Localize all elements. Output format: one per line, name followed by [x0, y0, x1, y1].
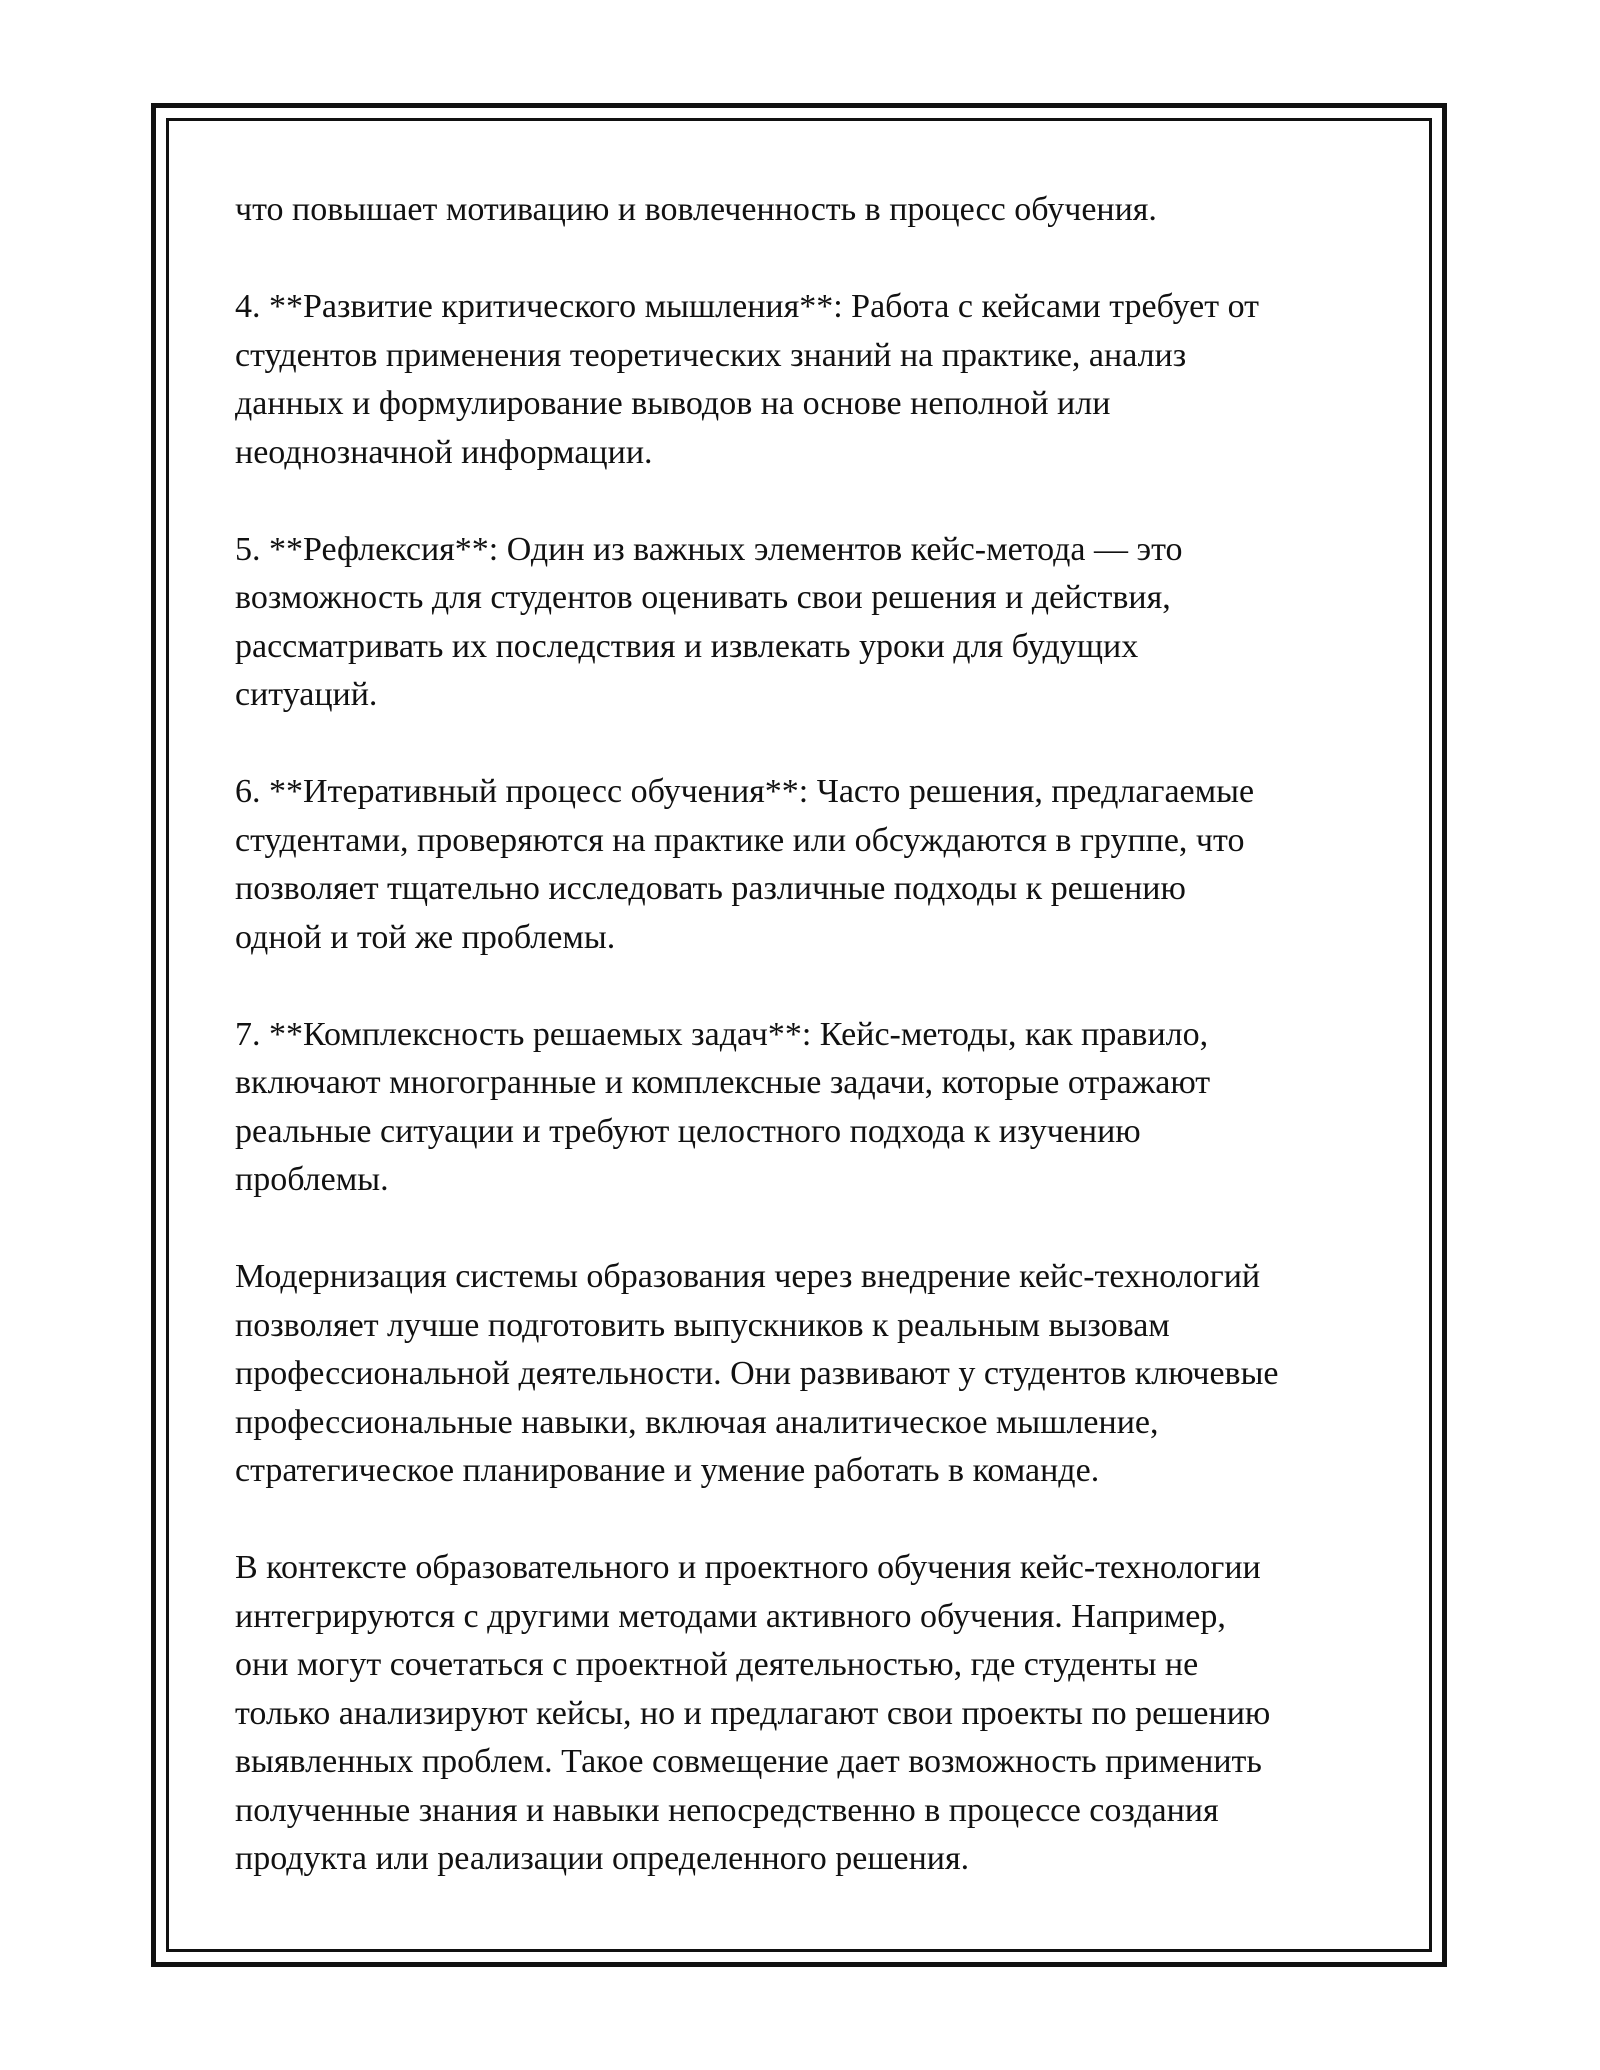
text-line: интегрируются с другими методами активного обучения. Например,	[235, 1597, 1226, 1635]
text-line: данных и формулирование выводов на основе неполной или	[235, 385, 1111, 422]
text-line: студентами, проверяются на практике или обсуждаются в группе, что	[235, 821, 1245, 859]
paragraph-reflection	[235, 526, 1380, 720]
paragraph-complexity	[235, 1011, 1380, 1205]
text-line: только анализируют кейсы, но и предлагают свои проекты по решению	[235, 1694, 1271, 1732]
text-line: они могут сочетаться с проектной деятельностью, где студенты не	[235, 1646, 1199, 1683]
text-line: продукта или реализации определенного решения.	[235, 1840, 970, 1877]
text-line: позволяет лучше подготовить выпускников к реальным вызовам	[235, 1306, 1170, 1344]
text-line: Модернизация системы образования через внедрение кейс-технологий	[235, 1258, 1261, 1295]
text-line: выявленных проблем. Такое совмещение дает возможность применить	[235, 1743, 1262, 1780]
text-line: 6. **Итеративный процесс обучения**: Часто решения, предлагаемые	[235, 773, 1255, 810]
document-body	[235, 186, 1380, 1884]
paragraph-integration	[235, 1544, 1380, 1884]
text-line: 5. **Рефлексия**: Один из важных элементов кейс-метода — это	[235, 530, 1183, 568]
text-line: В контексте образовательного и проектного обучения кейс-технологии	[235, 1549, 1261, 1586]
text-line: реальные ситуации и требуют целостного подхода к изучению	[235, 1112, 1141, 1150]
paragraph-critical-thinking	[235, 283, 1380, 477]
text-line: одной и той же проблемы.	[235, 918, 616, 956]
text-line: проблемы.	[235, 1161, 389, 1198]
text-line: рассматривать их последствия и извлекать уроки для будущих	[235, 627, 1139, 665]
text-line: стратегическое планирование и умение работать в команде.	[235, 1452, 1100, 1489]
text-line: полученные знания и навыки непосредственно в процессе создания	[235, 1791, 1219, 1829]
text-line: 4. **Развитие критического мышления**: Работа с кейсами требует от	[235, 288, 1260, 325]
paragraph-modernization	[235, 1253, 1380, 1496]
text-line: позволяет тщательно исследовать различные подходы к решению	[235, 870, 1186, 907]
text-line: профессиональные навыки, включая аналитическое мышление,	[235, 1403, 1159, 1441]
text-line: ситуаций.	[235, 676, 378, 713]
text-line: профессиональной деятельности. Они развивают у студентов ключевые	[235, 1355, 1279, 1392]
paragraph-iterative-process	[235, 768, 1380, 962]
text-line: неоднозначной информации.	[235, 433, 653, 471]
text-line: возможность для студентов оценивать свои решения и действия,	[235, 579, 1171, 616]
text-line: студентов применения теоретических знаний на практике, анализ	[235, 336, 1187, 374]
paragraph-continuation	[235, 186, 1380, 235]
text-line: что повышает мотивацию и вовлеченность в процесс обучения.	[235, 191, 1157, 228]
text-line: включают многогранные и комплексные задачи, которые отражают	[235, 1064, 1211, 1101]
text-line: 7. **Комплексность решаемых задач**: Кейс-методы, как правило,	[235, 1015, 1209, 1053]
